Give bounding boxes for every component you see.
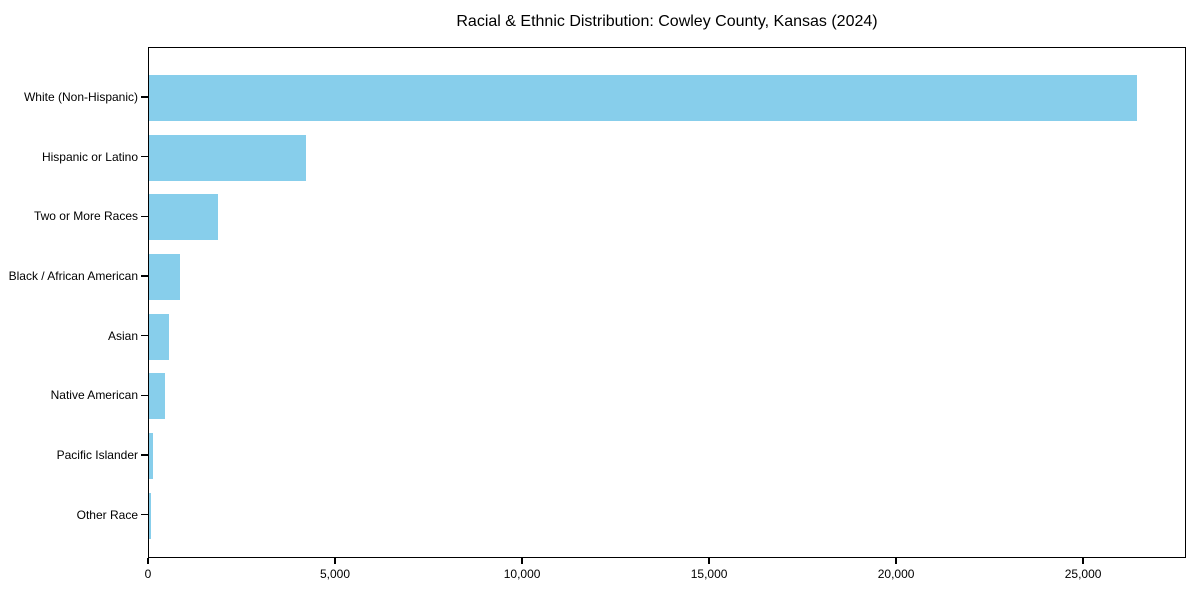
y-axis-label: White (Non-Hispanic)	[23, 90, 138, 104]
x-tick-label: 25,000	[1064, 567, 1102, 581]
bar-1	[149, 75, 1137, 121]
x-tick-mark	[521, 558, 523, 564]
bar-5	[149, 314, 169, 360]
y-tick-mark	[141, 216, 148, 218]
x-tick-mark	[708, 558, 710, 564]
y-tick-mark	[141, 514, 148, 516]
y-tick-mark	[141, 335, 148, 337]
x-tick-label: 10,000	[503, 567, 541, 581]
x-tick-mark	[334, 558, 336, 564]
x-tick-mark	[147, 558, 149, 564]
bar-6	[149, 373, 165, 419]
x-tick-label: 5,000	[319, 567, 351, 581]
x-tick-label: 20,000	[877, 567, 915, 581]
x-tick-mark	[895, 558, 897, 564]
x-tick-label: 15,000	[690, 567, 728, 581]
bar-7	[149, 433, 153, 479]
y-axis-label: Pacific Islander	[56, 447, 138, 462]
y-axis-label: Asian	[107, 328, 138, 343]
y-axis-label: Other Race	[76, 507, 138, 522]
bar-2	[149, 135, 306, 181]
y-tick-mark	[141, 395, 148, 397]
y-axis-label: Black / African American	[8, 268, 138, 283]
bar-3	[149, 194, 218, 240]
chart-title: Racial & Ethnic Distribution: Cowley County, Kansas (2024)	[456, 13, 878, 30]
x-tick-label: 0	[144, 567, 152, 581]
bar-4	[149, 254, 180, 300]
y-axis-label: Native American	[50, 388, 138, 403]
plot-area	[148, 47, 1186, 558]
y-tick-mark	[141, 275, 148, 277]
y-axis-label: Hispanic or Latino	[41, 149, 138, 164]
y-tick-mark	[141, 96, 148, 98]
x-tick-mark	[1082, 558, 1084, 564]
bar-8	[149, 493, 151, 539]
y-tick-mark	[141, 156, 148, 158]
y-axis-label: Two or More Races	[33, 209, 138, 224]
y-tick-mark	[141, 454, 148, 456]
